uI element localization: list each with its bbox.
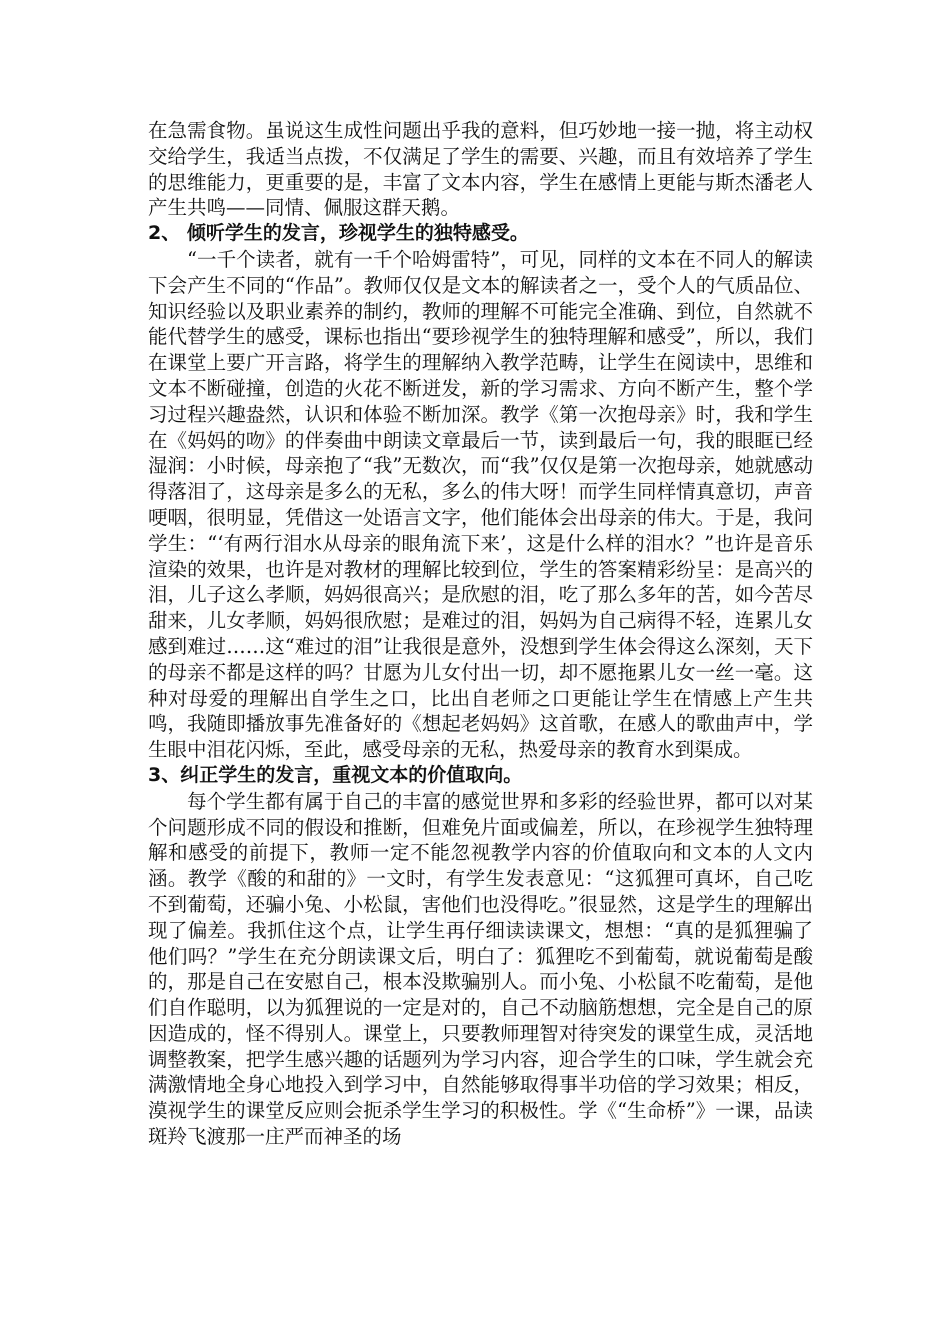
document-page bbox=[148, 118, 813, 1150]
paragraph-section-2: “一千个读者，就有一千个哈姆雷特”，可见，同样的文本在不同人的解读下会产生不同的“作品”。教师仅仅是文本的解读者之一，受个人的气质品位、知识经验以及职业素养的制约，教师的理解不可能完全准确、到位，自然就不能代替学生的感受，课标也指出“要珍视学生的独特理解和感受”，所以，我们在课堂上要广开言路，将学生的理解纳入教学范畴，让学生在阅读中，思维和文本不断碰撞，创造的火花不断迸发，新的学习需求、方向不断产生，整个学习过程兴趣盎然，认识和体验不断加深。教学《第一次抱母亲》时，我和学生在《妈妈的吻》的伴奏曲中朗读文章最后一节，读到最后一句，我的眼眶已经湿润：小时候，母亲抱了“我”无数次，而“我”仅仅是第一次抱母亲，她就感动得落泪了，这母亲是多么的无私，多么的伟大呀！而学生同样情真意切，声音哽咽，很明显，凭借这一处语言文字，他们能体会出母亲的伟大。于是，我问学生：“‘有两行泪水从母亲的眼角流下来’，这是什么样的泪水？”也许是音乐渲染的效果，也许是对教材的理解比较到位，学生的答案精彩纷呈：是高兴的泪，儿子这么孝顺，妈妈很高兴；是欣慰的泪，吃了那么多年的苦，如今苦尽甜来，儿女孝顺，妈妈很欣慰；是难过的泪，妈妈为自己病得不轻，连累儿女感到难过……这“难过的泪”让我很是意外，没想到学生体会得这么深刻，天下的母亲不都是这样的吗？甘愿为儿女付出一切，却不愿拖累儿女一丝一毫。这种对母爱的理解出自学生之口，比出自老师之口更能让学生在情感上产生共鸣，我随即播放事先准备好的《想起老妈妈》这首歌，在感人的歌曲声中，学生眼中泪花闪烁，至此，感受母亲的无私，热爱母亲的教育水到渠成。 bbox=[148, 247, 813, 762]
paragraph-section-3: 每个学生都有属于自己的丰富的感觉世界和多彩的经验世界，都可以对某个问题形成不同的假设和推断，但难免片面或偏差，所以，在珍视学生独特理解和感受的前提下，教师一定不能忽视教学内容的价值取向和文本的人文内涵。教学《酸的和甜的》一文时，有学生发表意见：“这狐狸可真坏，自己吃不到葡萄，还骗小兔、小松鼠，害他们也没得吃。”很显然，这是学生的理解出现了偏差。我抓住这个点，让学生再仔细读读课文，想想：“真的是狐狸骗了他们吗？”学生在充分朗读课文后，明白了：狐狸吃不到葡萄，就说葡萄是酸的，那是自己在安慰自己，根本没欺骗别人。而小兔、小松鼠不吃葡萄，是他们自作聪明，以为狐狸说的一定是对的，自己不动脑筋想想，完全是自己的原因造成的，怪不得别人。课堂上，只要教师理智对待突发的课堂生成，灵活地调整教案，把学生感兴趣的话题列为学习内容，迎合学生的口味，学生就会充满激情地全身心地投入到学习中，自然能够取得事半功倍的学习效果；相反，漠视学生的课堂反应则会扼杀学生学习的积极性。学《“生命桥”》一课，品读斑羚飞渡那一庄严而神圣的场 bbox=[148, 789, 813, 1149]
section-heading-2: 2、 倾听学生的发言，珍视学生的独特感受。 bbox=[148, 222, 529, 245]
paragraph-continuation: 在急需食物。虽说这生成性问题出乎我的意料，但巧妙地一接一抛，将主动权交给学生，我适当点拨，不仅满足了学生的需要、兴趣，而且有效培养了学生的思维能力，更重要的是，丰富了文本内容，学生在感情上更能与斯杰潘老人产生共鸣——同情、佩服这群天鹅。 bbox=[148, 119, 813, 220]
section-heading-3: 3、纠正学生的发言，重视文本的价值取向。 bbox=[148, 763, 523, 786]
